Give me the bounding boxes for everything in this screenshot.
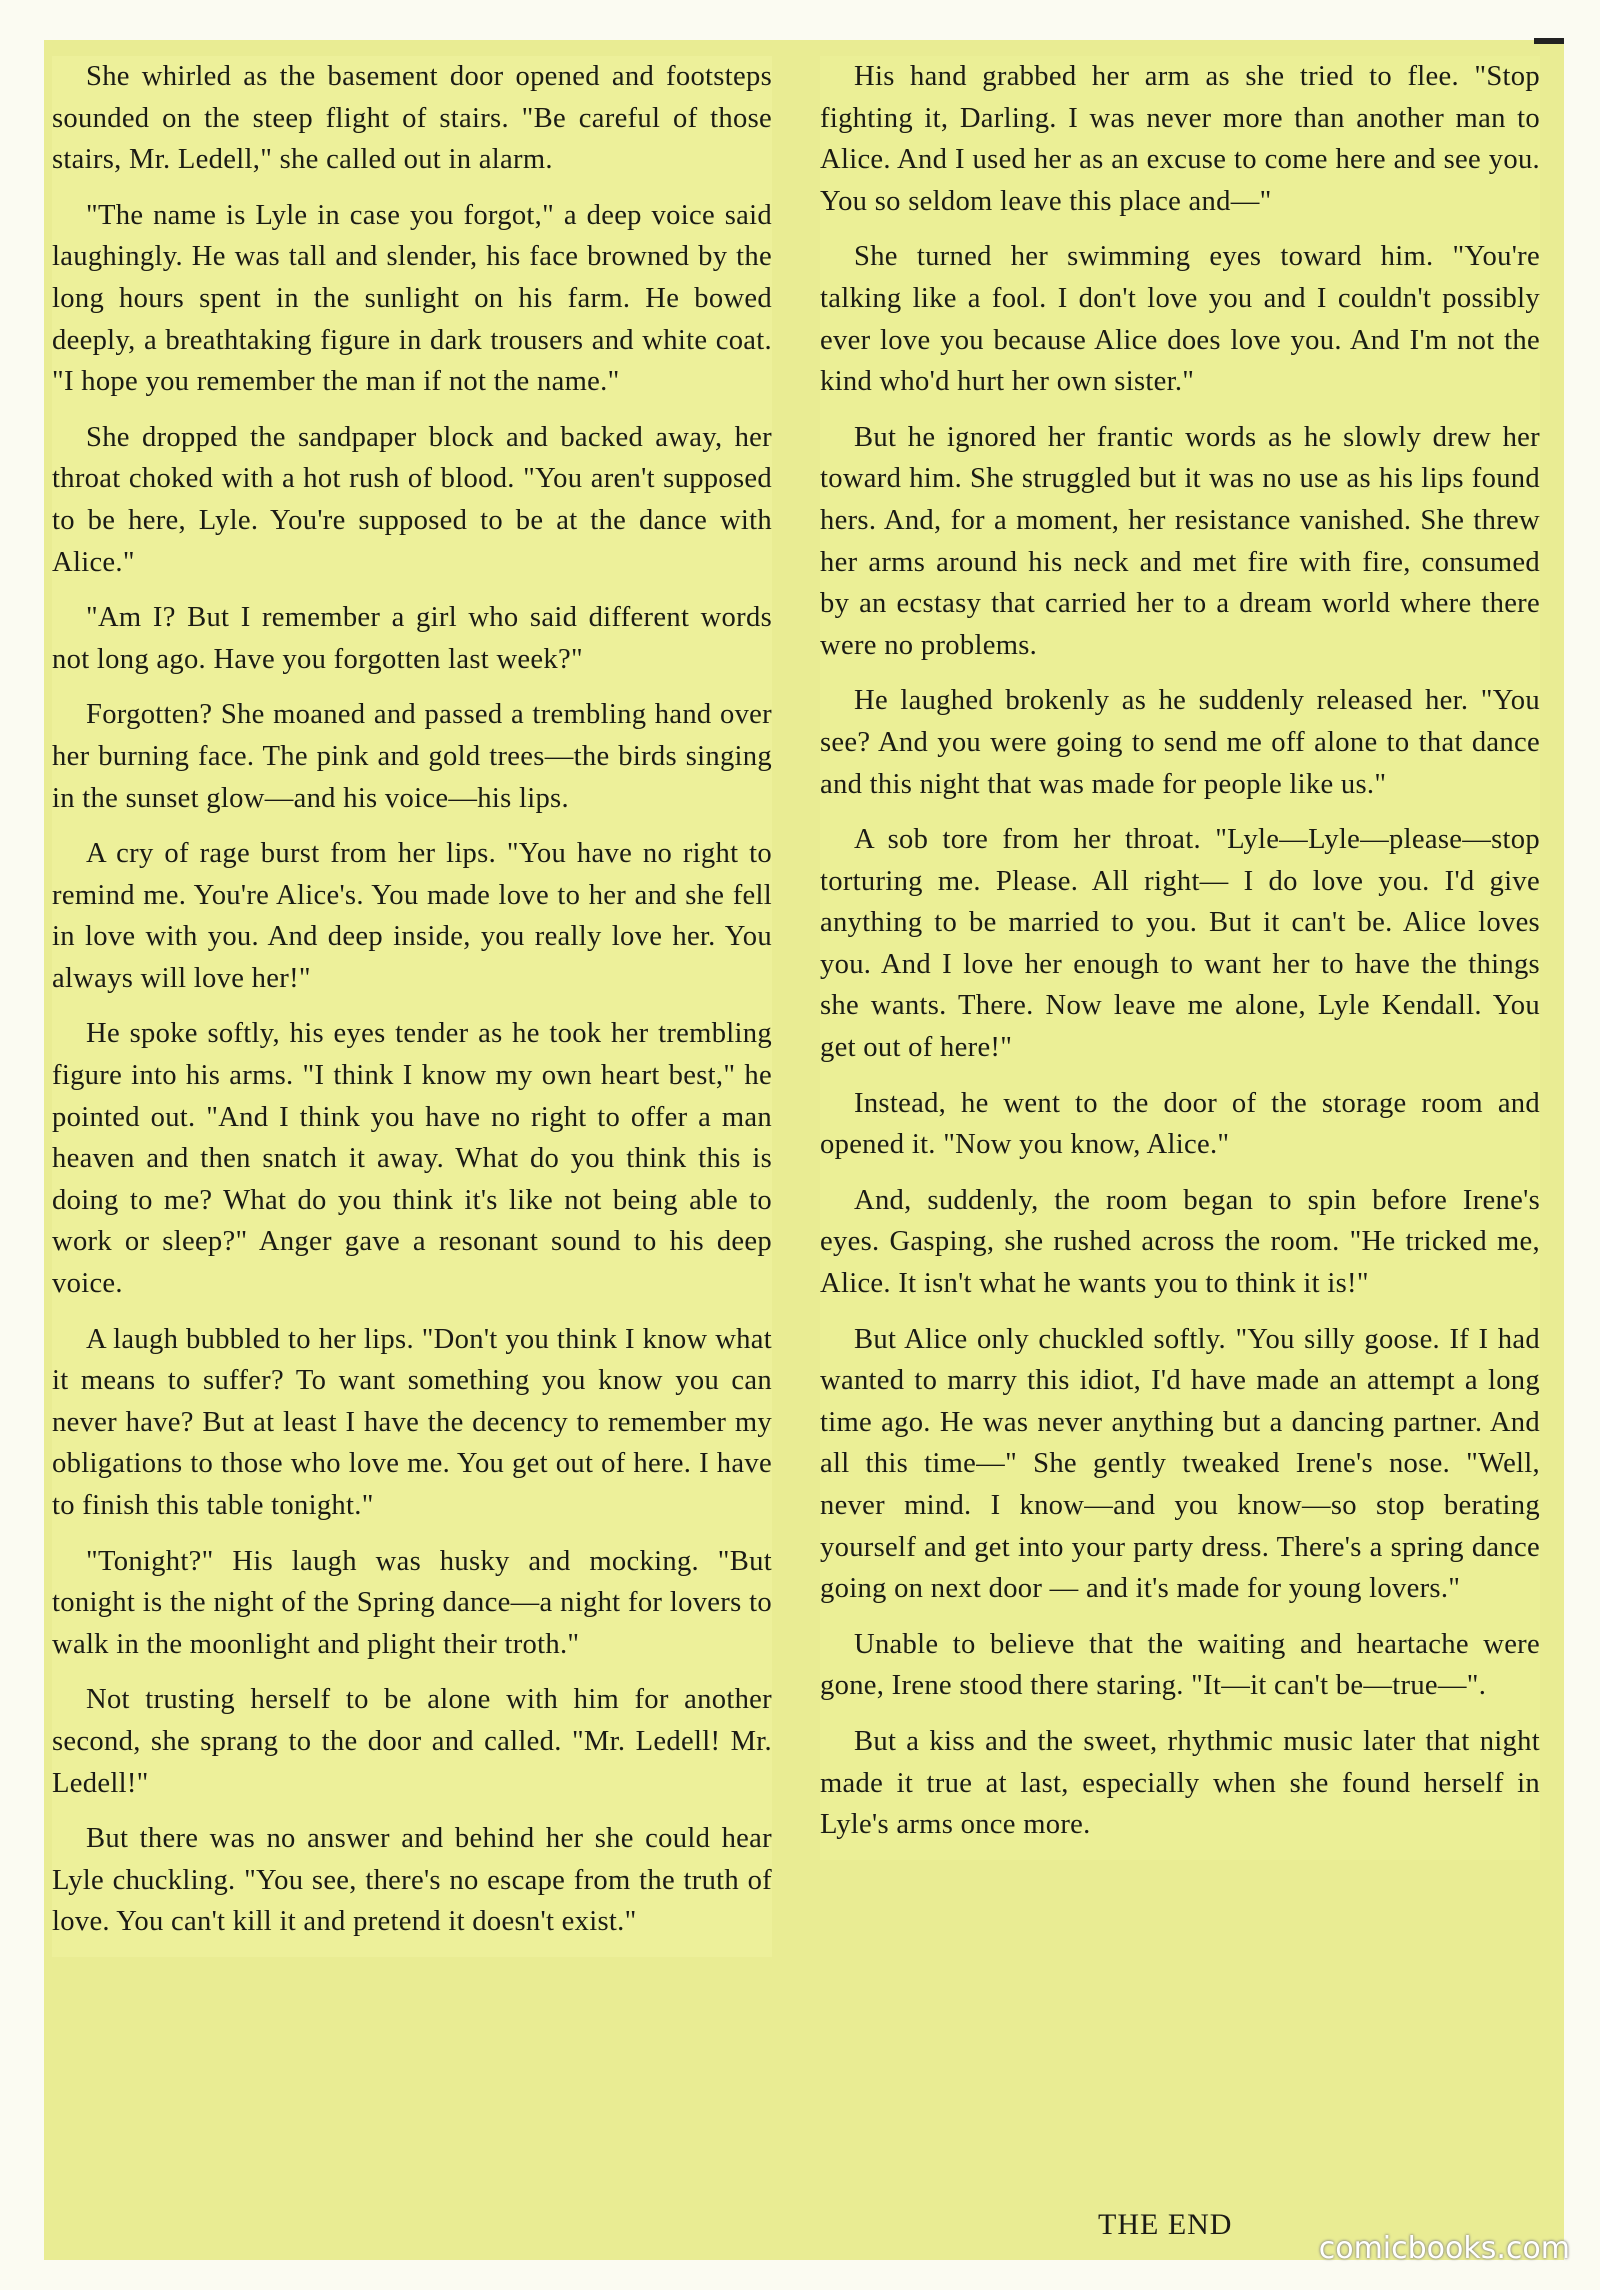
paragraph: But there was no answer and behind her she could hear Lyle chuckling. "You see, there's no escape from the truth of love. You can't kill it and pretend it doesn't exist." xyxy=(52,1823,772,1938)
paragraph: She whirled as the basement door opened and footsteps sounded on the steep flight of stairs. "Be careful of those stairs, Mr. Ledell," she called out in alarm. xyxy=(52,61,772,176)
printer-mark xyxy=(1534,38,1564,44)
paragraph: But he ignored her frantic words as he slowly drew her toward him. She struggled but it was no use as his lips found hers. And, for a moment, her resistance vanished. She threw her arms around his neck and met fire with fire, consumed by an ecstasy that carried her to a dream world where there were no problems. xyxy=(820,421,1540,661)
paragraph: A laugh bubbled to her lips. "Don't you think I know what it means to suffer? To want something you know you can never have? But at least I have the decency to remember my obligations to those who love me. You get out of here. I have to finish this table tonight." xyxy=(52,1323,772,1521)
paragraph: He laughed brokenly as he suddenly released her. "You see? And you were going to send me off alone to that dance and this night that was made for people like us." xyxy=(820,685,1540,800)
paragraph: Instead, he went to the door of the storage room and opened it. "Now you know, Alice." xyxy=(820,1087,1540,1161)
paragraph: Forgotten? She moaned and passed a trembling hand over her burning face. The pink and gold trees—the birds singing in the sunset glow—and his voice—his lips. xyxy=(52,699,772,814)
paragraph: "Tonight?" His laugh was husky and mocking. "But tonight is the night of the Spring dance—a night for lovers to walk in the moonlight and plight their troth." xyxy=(52,1545,772,1660)
the-end-label: THE END xyxy=(1098,2208,1233,2241)
right-column xyxy=(820,56,1540,1860)
paragraph: "The name is Lyle in case you forgot," a deep voice said laughingly. He was tall and slender, his face browned by the long hours spent in the sunlight on his farm. He bowed deeply, a breathtaking figure in dark trousers and white coat. "I hope you remember the man if not the name." xyxy=(52,199,772,398)
paragraph: Not trusting herself to be alone with him for another second, she sprang to the door and called. "Mr. Ledell! Mr. Ledell!" xyxy=(52,1684,772,1799)
paragraph: She dropped the sandpaper block and backed away, her throat choked with a hot rush of blood. "You aren't supposed to be here, Lyle. You're supposed to be at the dance with Alice." xyxy=(52,421,772,578)
paragraph: Unable to believe that the waiting and heartache were gone, Irene stood there staring. "It—it can't be—true—". xyxy=(820,1628,1540,1702)
paragraph: But Alice only chuckled softly. "You silly goose. If I had wanted to marry this idiot, I'd have made an attempt a long time ago. He was never anything but a dancing partner. And all this time—" She gently tweaked Irene's nose. "Well, never mind. I know—and you know—so stop berating yourself and get into your party dress. There's a spring dance going on next door — and it's made for young lovers." xyxy=(820,1323,1540,1605)
paragraph: And, suddenly, the room began to spin before Irene's eyes. Gasping, she rushed across the room. "He tricked me, Alice. It isn't what he wants you to think it is!" xyxy=(820,1184,1540,1300)
paragraph: A cry of rage burst from her lips. "You have no right to remind me. You're Alice's. You made love to her and she fell in love with you. And deep inside, you really love her. You always will love her!" xyxy=(52,838,772,994)
paragraph: He spoke softly, his eyes tender as he took her trembling figure into his arms. "I think I know my own heart best," he pointed out. "And I think you have no right to offer a man heaven and then snatch it away. What do you think this is doing to me? What do you think it's like not being able to work or sleep?" Anger gave a resonant sound to his deep voice. xyxy=(52,1018,772,1300)
paragraph: His hand grabbed her arm as she tried to flee. "Stop fighting it, Darling. I was never more than another man to Alice. And I used her as an excuse to come here and see you. You so seldom leave this place and—" xyxy=(820,61,1540,217)
paragraph: She turned her swimming eyes toward him. "You're talking like a fool. I don't love you and I couldn't possibly ever love you because Alice does love you. And I'm not the kind who'd hurt her own sister." xyxy=(820,241,1540,398)
watermark: comicbooks.com xyxy=(1318,2231,1570,2266)
paragraph: "Am I? But I remember a girl who said different words not long ago. Have you forgotten last week?" xyxy=(52,602,772,675)
left-column xyxy=(52,56,772,1957)
paragraph: But a kiss and the sweet, rhythmic music later that night made it true at last, especially when she found herself in Lyle's arms once more. xyxy=(820,1725,1540,1841)
paragraph: A sob tore from her throat. "Lyle—Lyle—please—stop torturing me. Please. All right— I do love you. I'd give anything to be married to you. But it can't be. Alice loves you. And I love her enough to want her to have the things she wants. There. Now leave me alone, Lyle Kendall. You get out of here!" xyxy=(820,824,1540,1064)
